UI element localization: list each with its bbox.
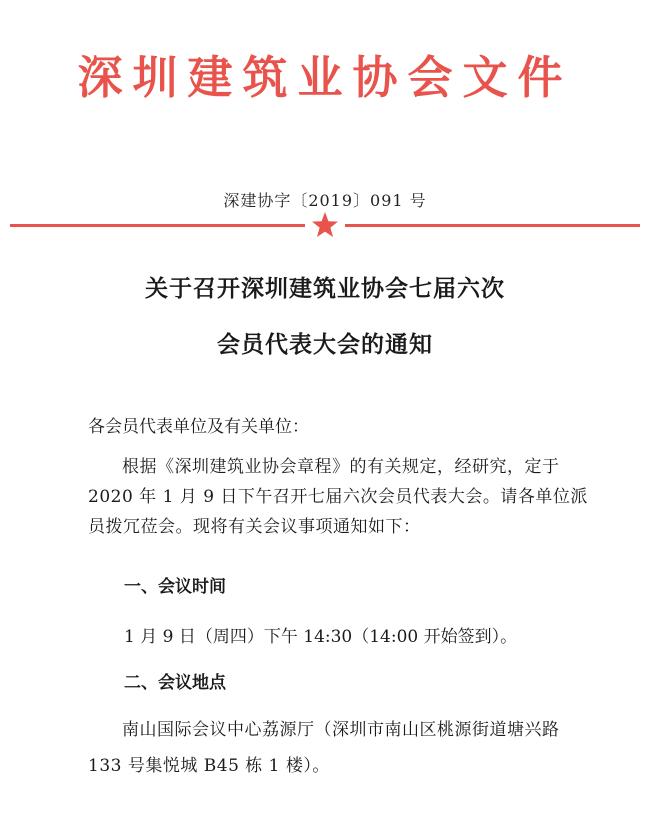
meeting-venue-text: 南山国际会议中心荔源厅（深圳市南山区桃源街道塘兴路 133 号集悦城 B45 栋 1 楼）。 [88,720,560,776]
section-heading-venue: 二、会议地点 [124,673,226,693]
red-divider [10,214,640,238]
notice-title-line-2: 会员代表大会的通知 [217,332,433,358]
divider-line-left [10,224,305,227]
meeting-time-text: 1 月 9 日（周四）下午 14:30（14:00 开始签到）。 [124,627,518,647]
notice-title-line-1: 关于召开深圳建筑业协会七届六次 [145,276,505,302]
section-heading-time: 一、会议时间 [124,577,226,597]
intro-paragraph: 根据《深圳建筑业协会章程》的有关规定，经研究，定于 2020 年 1 月 9 日下午召开七届六次会员代表大会。请各单位派员拨冗莅会。现将有关会议事项通知如下： [88,457,588,537]
star-icon [311,211,339,239]
divider-line-right [345,224,640,227]
salutation: 各会员代表单位及有关单位： [88,417,309,437]
document-number: 深建协字〔2019〕091 号 [223,191,427,210]
org-masthead: 深圳建筑业协会文件 [77,51,573,104]
